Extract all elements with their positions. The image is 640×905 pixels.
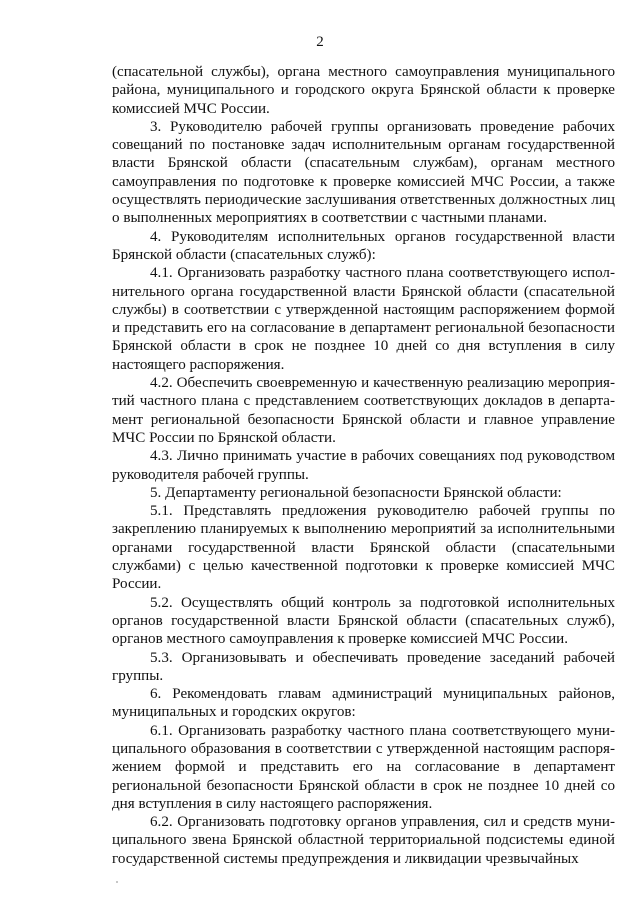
scan-speck [116,881,118,883]
paragraph-item-4-3: 4.3. Лично принимать участие в рабочих совещаниях под руководством руководителя рабочей группы. [112,448,615,483]
paragraph-item-4-1: 4.1. Организовать разработку частного плана соответствующего исполнительного органа государственной власти Брянской области (спасательной службы) в соответствии с утвержденной настоящим распоряжением формой и представить его на согласование в департамент региональной безопасности Брянской области в срок не позднее 10 дней со дня вступления в силу настоящего распоряжения. [112,265,615,373]
paragraph-item-6-2: 6.2. Организовать подготовку органов управления, сил и средств муниципального звена Брянской областной территориальной подсистемы единой государственной системы предупреждения и ликвидации чрезвычайных [112,814,615,867]
paragraph-item-5-2: 5.2. Осуществлять общий контроль за подготовкой исполнительных органов государственной власти Брянской области (спасательных служб), органов местного самоуправления к проверке комиссией МЧС России. [112,594,615,648]
paragraph-item-5: 5. Департаменту региональной безопасности Брянской области: [150,484,562,501]
page-number: 2 [316,34,324,50]
paragraph-item-6: 6. Рекомендовать главам администраций муниципальных районов, муниципальных и городских округов: [112,686,615,721]
document-body [112,63,615,868]
paragraph-item-6-1: 6.1. Организовать разработку частного плана соответствующего муниципального образования в соответствии с утвержденной настоящим распоряжением формой и представить его на согласование в департамент региональной безопасности Брянской области в срок не позднее 10 дней со дня вступления в силу настоящего распоряжения. [112,722,615,812]
paragraph-item-5-1: 5.1. Представлять предложения руководителю рабочей группы по закреплению планируемых к выполнению мероприятий за исполнительными органами государственной власти Брянской области (спасательными службами) с целью качественной подготовки к проверке комиссией МЧС России. [112,503,615,593]
paragraph-item-4: 4. Руководителям исполнительных органов государственной власти Брянской области (спасательных служб): [112,228,615,263]
paragraph-item-4-2: 4.2. Обеспечить своевременную и качественную реализацию мероприятий частного плана с представлением соответствующих докладов в департамент региональной безопасности Брянской области и главное управление МЧС России по Брянской области. [112,375,615,446]
paragraph-item-3: 3. Руководителю рабочей группы организовать проведение рабочих совещаний по постановке задач исполнительным органам государственной власти Брянской области (спасательным службам), органам местного самоуправления по подготовке к проверке комиссией МЧС России, а также осуществлять периодические заслушивания ответственных должностных лиц о выполненных мероприятиях в соответствии с частными планами. [112,118,615,227]
paragraph-continuation: (спасательной службы), органа местного самоуправления муниципального района, муниципального и городского округа Брянской области к проверке комиссией МЧС России. [112,64,615,117]
paragraph-item-5-3: 5.3. Организовывать и обеспечивать проведение заседаний рабочей группы. [112,649,615,684]
